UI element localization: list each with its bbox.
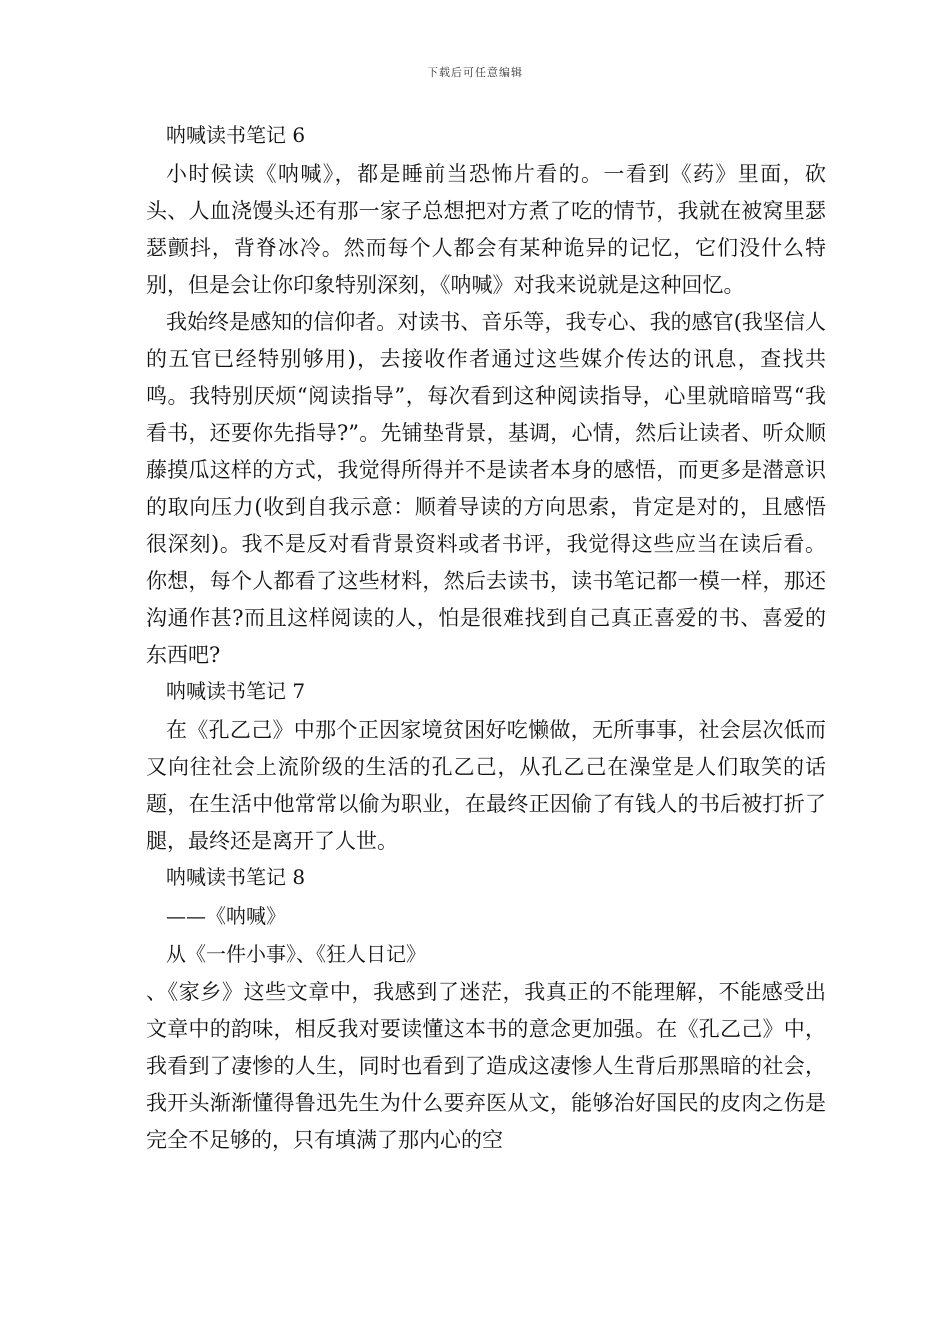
page-header: 下载后可任意编辑 xyxy=(427,66,523,79)
section-subtitle: ——《呐喊》 xyxy=(166,904,286,928)
paragraph: 我始终是感知的信仰者。对读书、音乐等，我专心、我的感官(我坚信人的五官已经特别够用)，去接收作者通过这些媒介传达的讯息，查找共鸣。我特别厌烦“阅读指导”，每次看到这种阅读指导，心里就暗暗骂“我看书，还要你先指导?”。先铺垫背景，基调，心情，然后让读者、听众顺藤摸瓜这样的方式，我觉得所得并不是读者本身的感悟，而更多是潜意识的取向压力(收到自我示意：顺着导读的方向思索，肯定是对的，且感悟很深刻)。我不是反对看背景资料或者书评，我觉得这些应当在读后看。你想，每个人都看了这些材料，然后去读书，读书笔记都一模一样，那还沟通作甚?而且这样阅读的人，怕是很难找到自己真正喜爱的书、喜爱的东西吧? xyxy=(146,310,826,667)
paragraph: 在《孔乙己》中那个正因家境贫困好吃懒做，无所事事，社会层次低而又向往社会上流阶级的生活的孔乙己，从孔乙己在澡堂是人们取笑的话题，在生活中他常常以偷为职业，在最终正因偷了有钱人的书后被打折了腿，最终还是离开了人世。 xyxy=(146,718,826,853)
document-body xyxy=(146,118,826,1159)
section-title: 呐喊读书笔记 6 xyxy=(166,123,306,147)
section-title: 呐喊读书笔记 8 xyxy=(166,865,306,889)
paragraph: 、《家乡》这些文章中，我感到了迷茫，我真正的不能理解，不能感受出文章中的韵味，相反我对要读懂这本书的意念更加强。在《孔乙己》中，我看到了凄惨的人生，同时也看到了造成这凄惨人生背后那黑暗的社会，我开头渐渐懂得鲁迅先生为什么要弃医从文，能够治好国民的皮肉之伤是完全不足够的，只有填满了那内心的空 xyxy=(146,980,826,1152)
section-title: 呐喊读书笔记 7 xyxy=(166,679,306,703)
section-lead: 从《一件小事》、《狂人日记》 xyxy=(166,942,426,966)
paragraph: 小时候读《呐喊》，都是睡前当恐怖片看的。一看到《药》里面，砍头、人血浇馒头还有那一家子总想把对方煮了吃的情节，我就在被窝里瑟瑟颤抖，背脊冰冷。然而每个人都会有某种诡异的记忆，它们没什么特别，但是会让你印象特别深刻，《呐喊》对我来说就是这种回忆。 xyxy=(146,162,826,297)
